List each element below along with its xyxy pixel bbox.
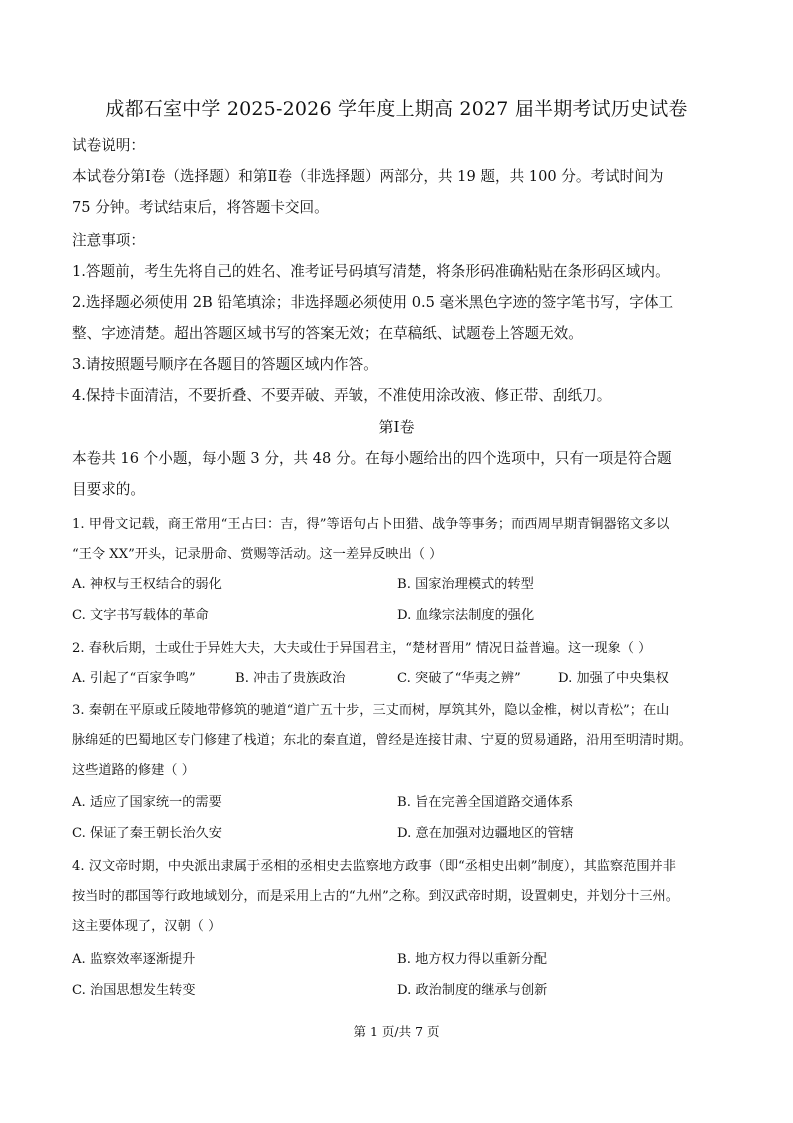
question-1-option-b: B. 国家治理模式的转型: [397, 577, 534, 592]
question-3-option-b: B. 旨在完善全国道路交通体系: [397, 795, 574, 810]
document-title-text: 成都石室中学 2025-2026 学年度上期高 2027 届半期考试历史试卷: [105, 98, 688, 120]
question-1-option-a: A. 神权与王权结合的弱化: [72, 577, 222, 592]
note-item: 3.请按照题号顺序在各题目的答题区域内作答。: [72, 356, 378, 373]
question-3-stem: 这些道路的修建（ ）: [72, 763, 195, 778]
question-1-stem: 1. 甲骨文记载，商王常用“王占曰：吉，得”等语句占卜田猎、战争等事务；而西周早期青铜器铭文多以: [72, 517, 670, 532]
question-4-stem: 这主要体现了，汉朝（ ）: [72, 919, 222, 934]
instructions-heading: 试卷说明：: [72, 137, 145, 154]
section-heading: 第Ⅰ卷: [378, 418, 415, 436]
instructions-line: 本试卷分第Ⅰ卷（选择题）和第Ⅱ卷（非选择题）两部分，共 19 题，共 100 分。考试时间为: [72, 168, 664, 185]
document-title: [0, 94, 793, 121]
notes-heading: 注意事项：: [72, 232, 145, 249]
note-item: 2.选择题必须使用 2B 铅笔填涂；非选择题必须使用 0.5 毫米黑色字迹的签字笔书写，字体工: [72, 294, 674, 311]
page-number: 第 1 页/共 7 页: [353, 1024, 440, 1039]
instructions-line: 75 分钟。考试结束后，将答题卡交回。: [72, 199, 329, 216]
section-intro: 目要求的。: [72, 481, 145, 498]
question-3-stem: 3. 秦朝在平原或丘陵地带修筑的驰道“道广五十步，三丈而树，厚筑其外，隐以金椎，树以青松”；在山: [72, 703, 670, 718]
question-3-option-d: D. 意在加强对边疆地区的管辖: [397, 826, 574, 841]
question-4-option-b: B. 地方权力得以重新分配: [397, 952, 547, 967]
question-4-option-c: C. 治国思想发生转变: [72, 983, 196, 998]
note-item: 1.答题前，考生先将自己的姓名、准考证号码填写清楚，将条形码准确粘贴在条形码区域内。: [72, 263, 670, 280]
question-2-option-d: D. 加强了中央集权: [558, 671, 669, 686]
question-4-stem: 按当时的郡国等行政地域划分，而是采用上古的“九州”之称。到汉武帝时期，设置刺史，并划分十三州。: [72, 889, 679, 904]
question-4-option-a: A. 监察效率逐渐提升: [72, 952, 196, 967]
note-item: 整、字迹清楚。超出答题区域书写的答案无效；在草稿纸、试题卷上答题无效。: [72, 325, 583, 342]
question-2-option-c: C. 突破了“华夷之辨”: [397, 671, 521, 686]
question-2-stem: 2. 春秋后期，士或仕于异姓大夫，大夫或仕于异国君主，“楚材晋用” 情况日益普遍。这一现象（ ）: [72, 641, 652, 656]
question-1-stem: “王令 XX”开头，记录册命、赏赐等活动。这一差异反映出（ ）: [72, 547, 443, 562]
note-item: 4.保持卡面清洁，不要折叠、不要弄破、弄皱，不准使用涂改液、修正带、刮纸刀。: [72, 387, 612, 404]
question-2-option-a: A. 引起了“百家争鸣”: [72, 671, 196, 686]
question-3-stem: 脉绵延的巴蜀地区专门修建了栈道；东北的秦直道，曾经是连接甘肃、宁夏的贸易通路，沿用至明清时期。: [72, 733, 692, 748]
question-4-stem: 4. 汉文帝时期，中央派出隶属于丞相的丞相史去监察地方政事（即“丞相史出刺”制度），其监察范围并非: [72, 859, 676, 874]
question-1-option-c: C. 文字书写载体的革命: [72, 608, 209, 623]
question-3-option-a: A. 适应了国家统一的需要: [72, 795, 222, 810]
section-intro: 本卷共 16 个小题，每小题 3 分，共 48 分。在每小题给出的四个选项中，只有一项是符合题: [72, 450, 672, 467]
question-4-option-d: D. 政治制度的继承与创新: [397, 983, 548, 998]
question-1-option-d: D. 血缘宗法制度的强化: [397, 608, 535, 623]
question-3-option-c: C. 保证了秦王朝长治久安: [72, 826, 222, 841]
question-2-option-b: B. 冲击了贵族政治: [235, 671, 346, 686]
